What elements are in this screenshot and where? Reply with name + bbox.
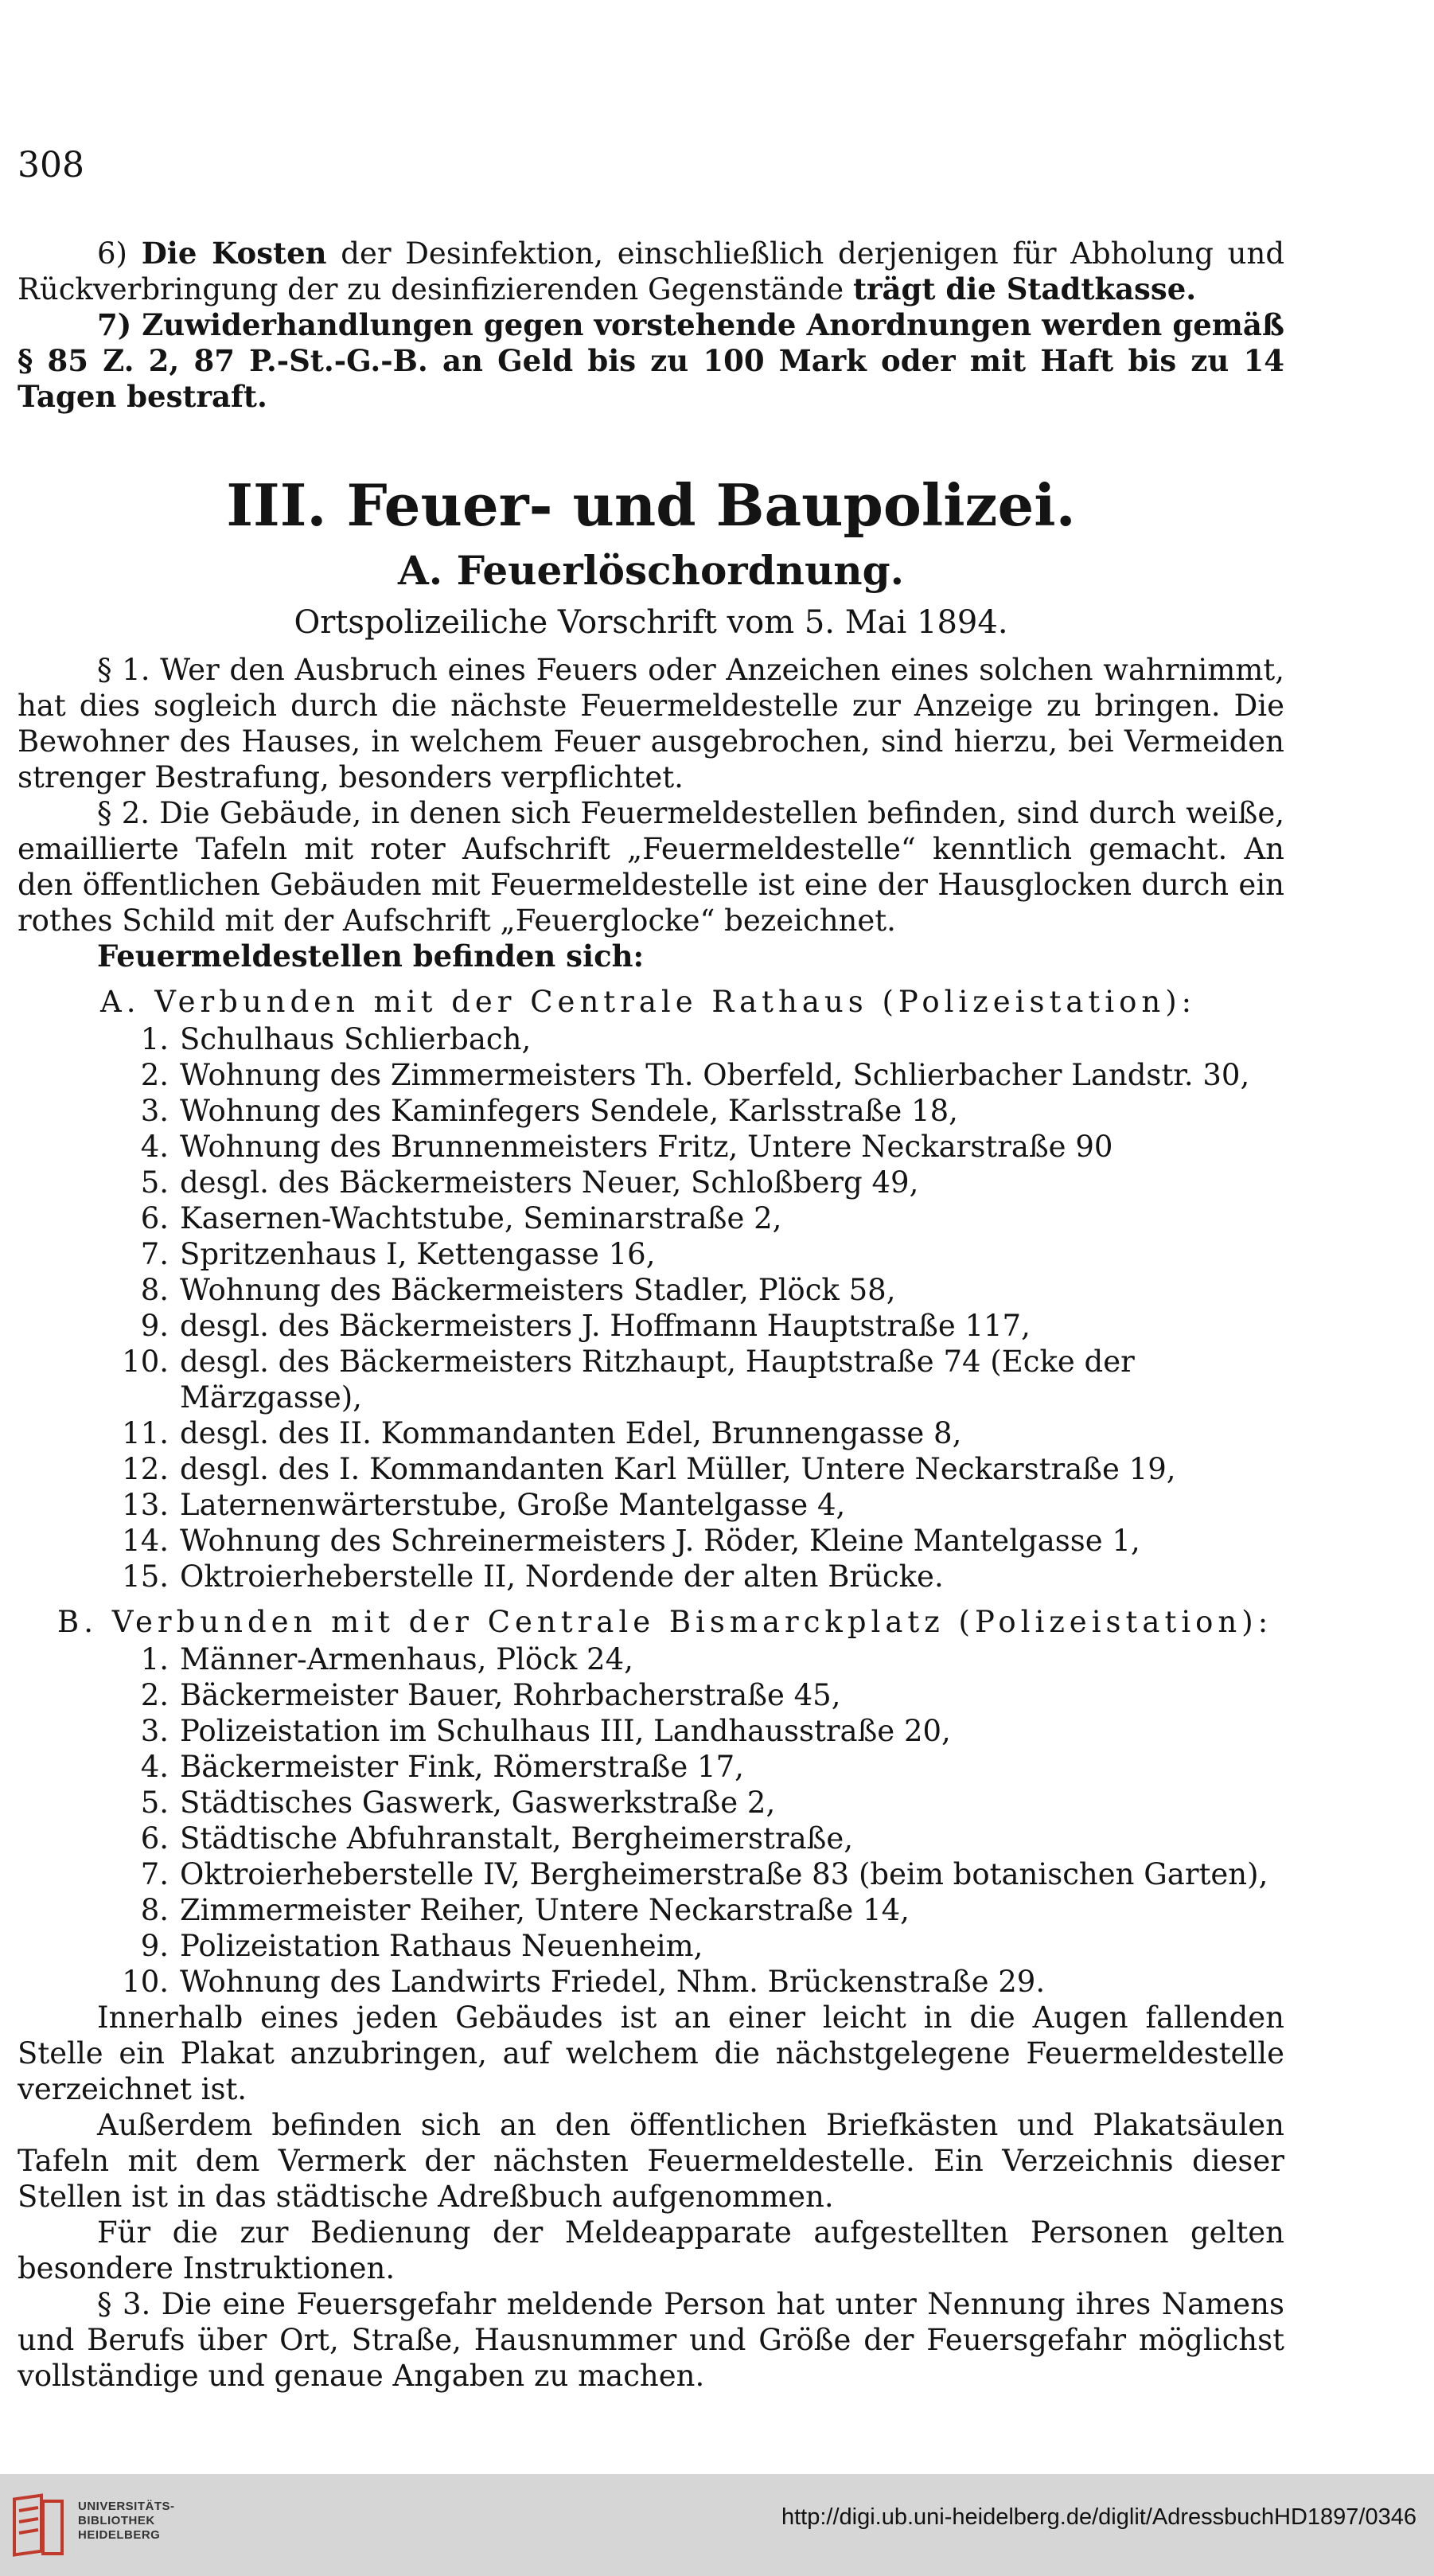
group-a-item-text: Kasernen-Wachtstube, Seminarstraße 2,	[180, 1201, 782, 1235]
group-b-item-number: 6.	[140, 1821, 169, 1856]
group-a-item	[108, 1308, 1284, 1344]
group-a-list	[18, 1021, 1284, 1594]
group-a-item	[108, 1093, 1284, 1129]
page-content	[18, 236, 1284, 2394]
group-a-item-number: 15.	[122, 1559, 169, 1594]
group-a-item-number: 4.	[140, 1130, 169, 1164]
group-a-item-number: 1.	[140, 1022, 169, 1056]
paragraph-mailboxes: Außerdem befinden sich an den öffentlichen Briefkästen und Plakatsäulen Tafeln mit dem Vermerk der nächsten Feuermeldestelle. Ein Verzeichnis dieser Stellen ist in das städtische Adreßbuch aufgenommen.	[18, 2108, 1284, 2214]
group-a-item-number: 5.	[140, 1165, 169, 1200]
group-b-item-text: Städtisches Gaswerk, Gaswerkstraße 2,	[180, 1786, 776, 1820]
paragraph-placard: Innerhalb eines jeden Gebäudes ist an einer leicht in die Augen fallenden Stelle ein Plakat anzubringen, auf welchem die nächstgelegene Feuermeldestelle verzeichnet ist.	[18, 2000, 1284, 2106]
sub-title: A. Feuerlöschordnung.	[397, 547, 905, 594]
group-a-item	[108, 1236, 1284, 1272]
group-a-item-text: desgl. des I. Kommandanten Karl Müller, Untere Neckarstraße 19,	[180, 1452, 1176, 1486]
group-a-item-text: Laternenwärterstube, Große Mantelgasse 4,	[180, 1488, 846, 1522]
group-a-item-number: 9.	[140, 1309, 169, 1343]
group-a-item-text: Wohnung des Bäckermeisters Stadler, Plöck 58,	[180, 1273, 896, 1307]
library-name-line-2: BIBLIOTHEK	[78, 2514, 155, 2527]
group-a-item-text: Wohnung des Zimmermeisters Th. Oberfeld, Schlierbacher Landstr. 30,	[180, 1058, 1250, 1092]
group-a-item-text: desgl. des Bäckermeisters Ritzhaupt, Hauptstraße 74 (Ecke der Märzgasse),	[180, 1345, 1135, 1415]
group-a-item	[108, 1129, 1284, 1165]
section-title: III. Feuer- und Baupolizei.	[226, 471, 1076, 539]
paragraph-6-bold: Die Kosten	[141, 236, 327, 271]
group-a-item-number: 7.	[140, 1237, 169, 1271]
list-intro: Feuermeldestellen befinden sich:	[97, 939, 645, 974]
paragraph-7: 7) Zuwiderhandlungen gegen vorstehende Anordnungen werden gemäß § 85 Z. 2, 87 P.-St.-G.-B. an Geld bis zu 100 Mark oder mit Haft bis zu 14 Tagen bestraft.	[18, 307, 1284, 414]
group-b-item	[108, 1964, 1284, 2000]
group-a-item-number: 14.	[122, 1524, 169, 1558]
group-a-item-number: 3.	[140, 1094, 169, 1128]
group-a-item-number: 8.	[140, 1273, 169, 1307]
group-b-item	[108, 1821, 1284, 1856]
paragraph-6-text: der Desinfektion, einschließlich derjenigen für Abholung und Rückverbringung der zu desinfizierenden Gegenstände	[18, 236, 1285, 306]
group-a-item-text: Oktroierheberstelle II, Nordende der alten Brücke.	[180, 1559, 944, 1594]
paragraph-instructions: Für die zur Bedienung der Meldeapparate aufgestellten Personen gelten besondere Instruktionen.	[18, 2215, 1284, 2285]
group-a-item-number: 13.	[122, 1488, 169, 1522]
paragraph-6-bold-end: trägt die Stadtkasse.	[852, 271, 1197, 306]
group-a-item	[108, 1057, 1284, 1093]
group-a-item	[108, 1487, 1284, 1523]
group-a-item	[108, 1272, 1284, 1308]
group-a-item	[108, 1559, 1284, 1594]
group-a-item-number: 6.	[140, 1201, 169, 1235]
ordinance-line: Ortspolizeiliche Vorschrift vom 5. Mai 1894.	[294, 604, 1008, 641]
group-b-title: B. Verbunden mit der Centrale Bismarckplatz (Polizeistation):	[57, 1605, 1273, 1639]
paragraph-section-2: § 2. Die Gebäude, in denen sich Feuermeldestellen befinden, sind durch weiße, emaillierte Tafeln mit roter Aufschrift „Feuermeldestelle“ kenntlich gemacht. An den öffentlichen Gebäuden mit Feuermeldestelle ist eine der Hausglocken durch ein rothes Schild mit der Aufschrift „Feuerglocke“ bezeichnet.	[18, 796, 1284, 938]
group-b-item-number: 8.	[140, 1893, 169, 1927]
group-b-item-number: 2.	[140, 1678, 169, 1712]
group-b-item	[108, 1749, 1284, 1785]
group-a-item	[108, 1523, 1284, 1559]
page-number: 308	[18, 145, 84, 185]
group-b-item-number: 10.	[122, 1965, 169, 1999]
paragraph-6	[18, 236, 1284, 307]
library-name-line-3: HEIDELBERG	[78, 2528, 161, 2542]
group-a-item	[108, 1021, 1284, 1057]
group-b-item	[108, 1713, 1284, 1749]
paragraph-6-number: 6)	[97, 236, 127, 271]
group-b-item	[108, 1785, 1284, 1821]
group-b-item-text: Städtische Abfuhranstalt, Bergheimerstraße,	[180, 1821, 853, 1856]
group-b-item-number: 4.	[140, 1750, 169, 1784]
group-a-item-text: desgl. des Bäckermeisters Neuer, Schloßberg 49,	[180, 1165, 919, 1200]
group-a-item-text: Wohnung des Schreinermeisters J. Röder, Kleine Mantelgasse 1,	[180, 1524, 1140, 1558]
group-b-item	[108, 1892, 1284, 1928]
paragraph-section-3: § 3. Die eine Feuersgefahr meldende Person hat unter Nennung ihres Namens und Berufs über Ort, Straße, Hausnummer und Größe der Feuersgefahr möglichst vollständige und genaue Angaben zu machen.	[18, 2287, 1284, 2393]
group-b-item-text: Polizeistation Rathaus Neuenheim,	[180, 1929, 703, 1963]
group-a-item	[108, 1451, 1284, 1487]
library-name	[78, 2500, 175, 2543]
group-b-item-number: 1.	[140, 1642, 169, 1676]
group-a-item-text: Wohnung des Kaminfegers Sendele, Karlsstraße 18,	[180, 1094, 958, 1128]
group-a-item	[108, 1200, 1284, 1236]
group-b-item	[108, 1928, 1284, 1964]
group-b-item-text: Bäckermeister Fink, Römerstraße 17,	[180, 1750, 744, 1784]
group-a-item	[108, 1415, 1284, 1451]
group-b-item-number: 7.	[140, 1857, 169, 1891]
group-b-item	[108, 1856, 1284, 1892]
library-logo-icon	[11, 2493, 67, 2562]
paragraph-section-1: § 1. Wer den Ausbruch eines Feuers oder Anzeichen eines solchen wahrnimmt, hat dies sogleich durch die nächste Feuermeldestelle zur Anzeige zu bringen. Die Bewohner des Hauses, in welchem Feuer ausgebrochen, sind hierzu, bei Vermeiden strenger Bestrafung, besonders verpflichtet.	[18, 653, 1284, 794]
group-a-item-number: 11.	[122, 1416, 169, 1450]
group-a-item-text: Wohnung des Brunnenmeisters Fritz, Untere Neckarstraße 90	[180, 1130, 1113, 1164]
group-a-item-text: Spritzenhaus I, Kettengasse 16,	[180, 1237, 656, 1271]
group-b-item	[108, 1641, 1284, 1677]
group-a-title: A. Verbunden mit der Centrale Rathaus (Polizeistation):	[100, 985, 1197, 1019]
group-a-item-number: 12.	[122, 1452, 169, 1486]
group-a-item-text: desgl. des II. Kommandanten Edel, Brunnengasse 8,	[180, 1416, 962, 1450]
group-b-item-number: 5.	[140, 1786, 169, 1820]
group-b-item-text: Polizeistation im Schulhaus III, Landhausstraße 20,	[180, 1714, 951, 1748]
group-a-item-number: 2.	[140, 1058, 169, 1092]
group-a-item	[108, 1344, 1284, 1415]
group-b-item	[108, 1677, 1284, 1713]
group-b-item-number: 3.	[140, 1714, 169, 1748]
group-a-item-text: Schulhaus Schlierbach,	[180, 1022, 532, 1056]
group-b-item-text: Bäckermeister Bauer, Rohrbacherstraße 45,	[180, 1678, 841, 1712]
group-b-item-text: Zimmermeister Reiher, Untere Neckarstraße 14,	[180, 1893, 910, 1927]
library-name-line-1: UNIVERSITÄTS-	[78, 2500, 175, 2513]
group-b-item-text: Wohnung des Landwirts Friedel, Nhm. Brückenstraße 29.	[180, 1965, 1046, 1999]
group-b-item-text: Oktroierheberstelle IV, Bergheimerstraße 83 (beim botanischen Garten),	[180, 1857, 1268, 1891]
group-b-list	[18, 1641, 1284, 2000]
group-a-item	[108, 1165, 1284, 1200]
group-a-item-number: 10.	[122, 1345, 169, 1379]
source-url-link[interactable]: http://digi.ub.uni-heidelberg.de/diglit/AdressbuchHD1897/0346	[781, 2504, 1416, 2530]
footer-bar	[0, 2474, 1434, 2576]
group-b-item-number: 9.	[140, 1929, 169, 1963]
group-a-item-text: desgl. des Bäckermeisters J. Hoffmann Hauptstraße 117,	[180, 1309, 1031, 1343]
group-b-item-text: Männer-Armenhaus, Plöck 24,	[180, 1642, 633, 1676]
